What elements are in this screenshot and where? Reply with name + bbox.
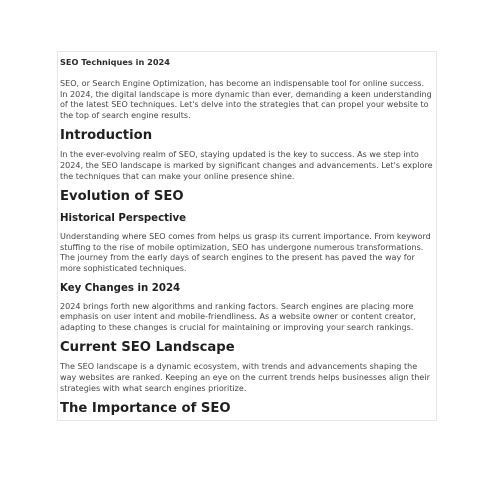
- subheading-historical-perspective: Historical Perspective: [60, 213, 187, 225]
- heading-evolution-of-seo: Evolution of SEO: [60, 189, 184, 205]
- subheading-key-changes-2024: Key Changes in 2024: [60, 282, 181, 294]
- document-title: SEO Techniques in 2024: [60, 57, 170, 67]
- heading-importance-of-seo: The Importance of SEO: [60, 401, 231, 417]
- historical-perspective-paragraph: Understanding where SEO comes from helps us grasp its current importance. From keyword stuffing to the rise of mobile optimization, SEO has undergone numerous transformations. The journey from the early days of search engines to the present has paved the way for more sophisticated techniques.: [60, 232, 431, 273]
- heading-introduction: Introduction: [60, 128, 153, 144]
- document-page: [57, 51, 437, 421]
- current-seo-landscape-paragraph: The SEO landscape is a dynamic ecosystem, with trends and advancements shaping the way websites are ranked. Keeping an eye on the current trends helps businesses align their strategies with what search engines prioritize.: [60, 362, 430, 393]
- heading-current-seo-landscape: Current SEO Landscape: [60, 340, 235, 356]
- intro-paragraph: SEO, or Search Engine Optimization, has become an indispensable tool for online success. In 2024, the digital landscape is more dynamic than ever, demanding a keen understanding of the latest SEO techniques. Let's delve into the strategies that can propel your website to the top of search engine results.: [60, 79, 432, 120]
- introduction-paragraph: In the ever-evolving realm of SEO, staying updated is the key to success. As we step into 2024, the SEO landscape is marked by significant changes and advancements. Let's explore the techniques that can make your online presence shine.: [60, 150, 433, 181]
- key-changes-paragraph: 2024 brings forth new algorithms and ranking factors. Search engines are placing more emphasis on user intent and mobile-friendliness. As a website owner or content creator, adapting to these changes is crucial for maintaining or improving your search rankings.: [60, 301, 416, 332]
